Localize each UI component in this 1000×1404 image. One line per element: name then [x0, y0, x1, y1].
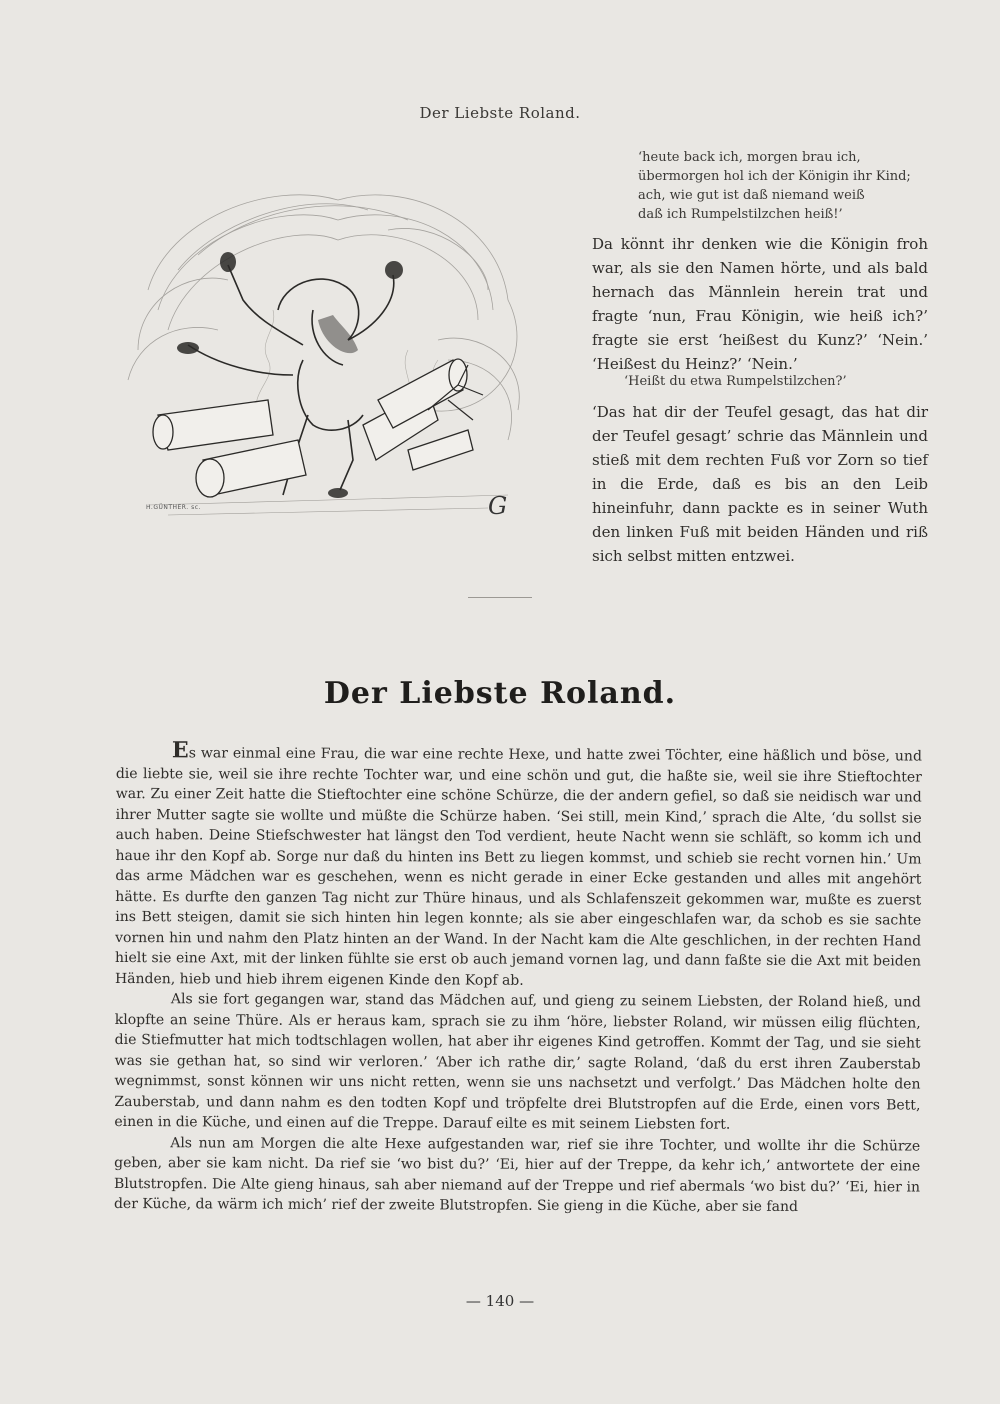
engraver-credit: H.GÜNTHER. sc.: [146, 504, 201, 511]
artist-monogram: G: [488, 492, 508, 520]
verse-line: ach, wie gut ist daß niemand weiß: [638, 188, 865, 203]
rumpelstiltskin-illustration: [108, 160, 548, 540]
paragraph-text: s war einmal eine Frau, die war eine rechte Hexe, und hatte zwei Töchter, eine häßlich und böse, und die liebte sie, weil sie ihre rechte Tochter war, und eine schön und gut, die haßte sie, weil sie ihre Stieftochter war. Zu einer Zeit hatte die Stieftochter eine schöne Schürze, die der andern gefiel, so daß sie neidisch war und ihrer Mutter sagte sie wollte und müßte die Schürze haben. ‘Sei still, mein Kind,’ sprach die Alte, ‘du sollst sie auch haben. Deine Stiefschwester hat längst den Tod verdient, heute Nacht wenn sie schläft, so komm ich und haue ihr den Kopf ab. Sorge nur daß du hinten ins Bett zu liegen kommst, und schieb sie recht vornen hin.’ Um das arme Mädchen war es geschehen, wenn es nicht gerade in einer Ecke gestanden und alles mit angehört hätte. Es durfte den ganzen Tag nicht zur Thüre hinaus, und als Schlafenszeit gekommen war, mußte es zuerst ins Bett steigen, damit sie sich hinten hin legen konnte; als sie aber eingeschlafen war, da schob es sie sachte vornen hin und nahm den Platz hinten an der Wand. In der Nacht kam die Alte geschlichen, in der rechten Hand hielt sie eine Axt, mit der linken fühlte sie erst ob auch jemand vornen lag, und dann faßte sie die Axt mit beiden Händen, hieb und hieb ihrem eigenen Kinde den Kopf ab.: [114, 745, 922, 989]
right-column-paragraph: [592, 232, 928, 376]
story-title: Der Liebste Roland.: [323, 676, 677, 711]
paragraph: Da könnt ihr denken wie die Königin froh war, als sie den Namen hörte, und als bald hernach das Männlein herein trat und fragte ‘nun, Frau Königin, wie heiß ich?’ fragte sie erst ‘heißest du Kunz?’ ‘Nein.’ ‘Heißest du Heinz?’ ‘Nein.’: [592, 235, 928, 373]
verse: [638, 148, 938, 224]
verse-line: übermorgen hol ich der Königin ihr Kind;: [638, 169, 911, 184]
right-column-paragraph: [592, 400, 928, 568]
paragraph: ‘Das hat dir der Teufel gesagt, das hat dir der Teufel gesagt’ schrie das Männlein und stieß mit dem rechten Fuß vor Zorn so tief in die Erde, daß es bis an den Leib hineinfuhr, dann packte es in seiner Wuth den linken Fuß mit beiden Händen und riß sich selbst mitten entzwei.: [592, 403, 928, 565]
page-number: — 140 —: [465, 1292, 535, 1310]
running-head: Der Liebste Roland.: [419, 104, 581, 122]
verse-line: daß ich Rumpelstilzchen heiß!’: [638, 207, 843, 222]
paragraph: Als nun am Morgen die alte Hexe aufgestanden war, rief sie ihre Tochter, und wollte ihr die Schürze geben, aber sie kam nicht. Da rief sie ‘wo bist du?’ ‘Ei, hier auf der Treppe, da kehr ich,’ antwortete der eine Blutstropfen. Die Alte gieng hinaus, sah aber niemand auf der Treppe und rief abermals ‘wo bist du?’ ‘Ei, hier in der Küche, da wärm ich mich’ rief der zweite Blutstropfen. Sie gieng in die Küche, aber sie fand: [113, 1134, 921, 1215]
verse-line: ‘heute back ich, morgen brau ich,: [638, 150, 861, 165]
right-column-line: ‘Heißt du etwa Rumpelstilzchen?’: [624, 374, 847, 389]
paragraph: [114, 737, 922, 993]
paragraph: Als sie fort gegangen war, stand das Mädchen auf, und gieng zu seinem Liebsten, der Roland hieß, und klopfte an seine Thüre. Als er heraus kam, sprach sie zu ihm ‘höre, liebster Roland, wir müssen eilig flüchten, die Stiefmutter hat mich todtschlagen wollen, hat aber ihr eigenes Kind getroffen. Kommt der Tag, und sie sieht was sie gethan hat, so sind wir verloren.’ ‘Aber ich rathe dir,’ sagte Roland, ‘daß du erst ihren Zauberstab wegnimmst, sonst können wir uns nicht retten, wenn sie uns nachsetzt und verfolgt.’ Das Mädchen holte den Zauberstab, und dann nahm es den todten Kopf und tröpfelte drei Blutstropfen auf die Erde, einen vors Bett, einen in die Küche, und einen auf die Treppe. Darauf eilte es mit seinem Liebsten fort.: [114, 991, 921, 1133]
story-body: [113, 737, 922, 1218]
section-divider: [468, 597, 532, 598]
drop-cap: E: [171, 737, 189, 764]
